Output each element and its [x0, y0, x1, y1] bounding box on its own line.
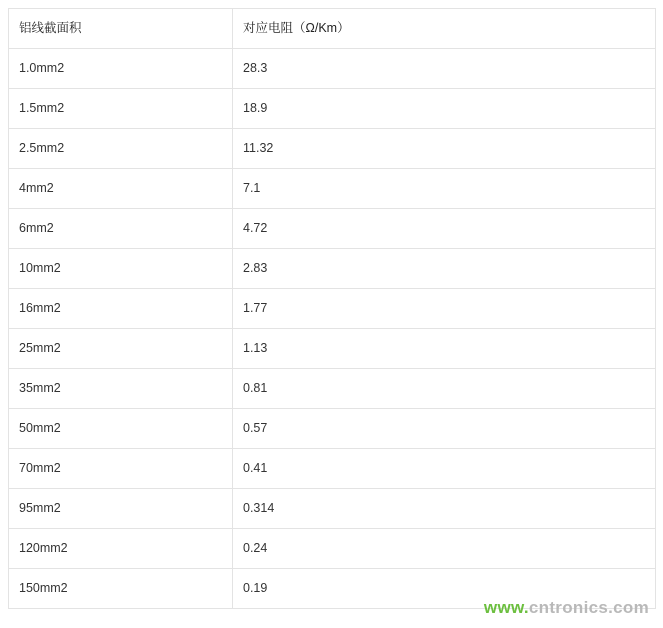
table-row: [9, 529, 656, 569]
cell-resistance: 0.24: [233, 529, 656, 569]
cell-cross-section: 4mm2: [9, 169, 233, 209]
cell-cross-section: 1.0mm2: [9, 49, 233, 89]
aluminium-wire-resistance-table: [8, 8, 656, 609]
cell-resistance: 2.83: [233, 249, 656, 289]
site-watermark: [484, 598, 649, 618]
cell-resistance: 11.32: [233, 129, 656, 169]
cell-cross-section: 150mm2: [9, 569, 233, 609]
column-header-resistance: 对应电阻（Ω/Km）: [233, 9, 656, 49]
cell-cross-section: 70mm2: [9, 449, 233, 489]
cell-cross-section: 10mm2: [9, 249, 233, 289]
cell-resistance: 28.3: [233, 49, 656, 89]
table-body: [9, 49, 656, 609]
cell-cross-section: 16mm2: [9, 289, 233, 329]
cell-cross-section: 120mm2: [9, 529, 233, 569]
cell-cross-section: 25mm2: [9, 329, 233, 369]
watermark-domain: cntronics.com: [528, 598, 649, 617]
cell-resistance: 18.9: [233, 89, 656, 129]
cell-resistance: 1.77: [233, 289, 656, 329]
cell-cross-section: 1.5mm2: [9, 89, 233, 129]
table-row: [9, 409, 656, 449]
cell-resistance: 0.81: [233, 369, 656, 409]
table-header: [9, 9, 656, 49]
table-row: [9, 49, 656, 89]
cell-cross-section: 35mm2: [9, 369, 233, 409]
table-row: [9, 489, 656, 529]
cell-cross-section: 2.5mm2: [9, 129, 233, 169]
cell-resistance: 1.13: [233, 329, 656, 369]
cell-resistance: 7.1: [233, 169, 656, 209]
table-row: [9, 209, 656, 249]
table-row: [9, 169, 656, 209]
table-row: [9, 329, 656, 369]
watermark-prefix: www.: [483, 598, 529, 617]
column-header-cross-section: 铝线截面积: [9, 9, 233, 49]
cell-cross-section: 6mm2: [9, 209, 233, 249]
table-row: [9, 369, 656, 409]
cell-resistance: 0.57: [233, 409, 656, 449]
cell-cross-section: 50mm2: [9, 409, 233, 449]
cell-resistance: 4.72: [233, 209, 656, 249]
cell-resistance: 0.314: [233, 489, 656, 529]
table-row: [9, 449, 656, 489]
cell-cross-section: 95mm2: [9, 489, 233, 529]
table-row: [9, 249, 656, 289]
table-row: [9, 89, 656, 129]
cell-resistance: 0.19: [233, 569, 656, 609]
table-row: [9, 129, 656, 169]
resistance-table-container: [8, 8, 655, 609]
cell-resistance: 0.41: [233, 449, 656, 489]
table-row: [9, 289, 656, 329]
table-header-row: [9, 9, 656, 49]
